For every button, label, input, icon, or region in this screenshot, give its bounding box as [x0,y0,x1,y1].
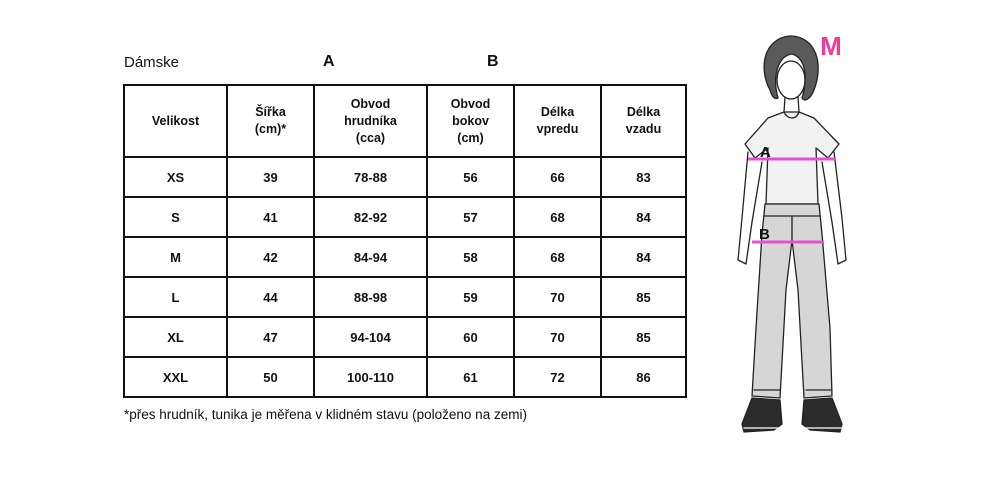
header-line: vzadu [625,122,662,136]
measure-letter-a: A [323,53,335,70]
size-chart-caption: Dámske [124,54,180,71]
table-cell: 42 [227,237,314,277]
table-cell: 59 [427,277,514,317]
table-cell: 68 [514,237,601,277]
table-cell: 57 [427,197,514,237]
table-row [124,197,686,237]
table-cell: 84 [601,197,686,237]
table-cell: XL [124,317,227,357]
header-obvod-bokov [427,85,514,157]
table-cell: 56 [427,157,514,197]
table-cell: L [124,277,227,317]
header-line: (cm)* [254,122,287,136]
header-line: Velikost [151,113,200,128]
table-cell: 60 [427,317,514,357]
header-line: Délka [626,105,661,119]
header-line: (cm) [457,130,484,145]
table-cell: 86 [601,357,686,397]
size-table [123,84,687,398]
measure-letter-b: B [487,53,499,70]
table-cell: 39 [227,157,314,197]
table-cell: 41 [227,197,314,237]
table-cell: 58 [427,237,514,277]
table-cell: 68 [514,197,601,237]
header-obvod-hrudnika [314,85,427,157]
table-cell: M [124,237,227,277]
table-cell: 84 [601,237,686,277]
table-cell: 66 [514,157,601,197]
table-cell: 44 [227,277,314,317]
table-cell: 83 [601,157,686,197]
table-cell: 47 [227,317,314,357]
table-cell: 72 [514,357,601,397]
table-row [124,237,686,277]
table-row [124,357,686,397]
figure-label-b: B [759,226,770,243]
logo-text: M [820,34,842,58]
table-cell: 50 [227,357,314,397]
header-line: Šířka [255,105,286,119]
table-cell: XS [124,157,227,197]
table-cell: 100-110 [314,357,427,397]
table-cell: 88-98 [314,277,427,317]
table-cell: 84-94 [314,237,427,277]
table-cell: XXL [124,357,227,397]
header-line: Délka [540,105,575,119]
figure-label-a: A [760,144,771,161]
woman-figure-illustration [718,28,863,468]
table-row [124,157,686,197]
table-cell: 70 [514,317,601,357]
table-cell: 85 [601,317,686,357]
table-cell: 85 [601,277,686,317]
header-line: hrudníka [344,113,397,128]
header-line: vpredu [536,122,579,136]
table-cell: 70 [514,277,601,317]
footnote: *přes hrudník, tunika je měřena v klidném stavu (položeno na zemi) [124,407,527,422]
header-delka-vpredu [514,85,601,157]
header-line: Obvod [350,96,391,111]
table-cell: 61 [427,357,514,397]
header-sirka [227,85,314,157]
header-line: bokov [452,113,489,128]
table-cell: 78-88 [314,157,427,197]
header-delka-vzadu [601,85,686,157]
header-line: (cca) [355,130,386,145]
header-row [124,85,686,157]
header-velikost [124,85,227,157]
table-cell: 94-104 [314,317,427,357]
table-cell: 82-92 [314,197,427,237]
header-line: Obvod [450,96,491,111]
table-cell: S [124,197,227,237]
table-row [124,277,686,317]
table-row [124,317,686,357]
